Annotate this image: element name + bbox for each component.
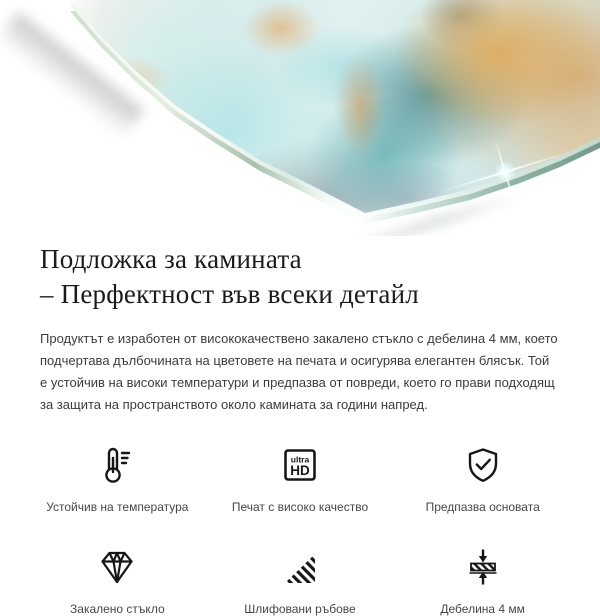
svg-text:ultra: ultra [290,454,310,465]
feature-print-quality [209,442,392,514]
feature-label: Устойчив на температура [46,500,189,514]
feature-label: Предпазва основата [425,500,540,514]
title-line-1: Подложка за камината [40,244,302,274]
svg-text:HD: HD [290,463,310,478]
feature-thickness [391,544,574,616]
feature-tempered-glass [26,544,209,616]
feature-label: Шлифовани ръбове [244,602,356,616]
shield-check-icon [463,442,503,488]
feature-label: Печат с високо качество [231,500,369,514]
diamond-icon [97,544,137,590]
product-description: Продуктът е изработен от висококачествено закалено стъкло с дебелина 4 мм, което подчертава дълбочината на цветовете на печата и осигурява елегантен блясък. Той е устойчив на високи температури и предпазва от повреди, което го прави подходящ за защита на пространството около камината за години напред. [40,331,558,412]
thermometer-icon [97,442,137,488]
product-photo [0,0,600,236]
feature-temperature [26,442,209,514]
feature-label: Закалено стъкло [70,602,165,616]
polished-edges-icon [280,544,320,590]
page-title [40,242,560,312]
thickness-4mm-icon [463,544,503,590]
feature-grid [0,442,600,616]
feature-label: Дебелина 4 мм [440,602,525,616]
feature-polished-edges [209,544,392,616]
feature-protects-base [391,442,574,514]
ultra-hd-icon [280,442,320,488]
title-line-2: – Перфектност във всеки детайл [40,279,419,309]
